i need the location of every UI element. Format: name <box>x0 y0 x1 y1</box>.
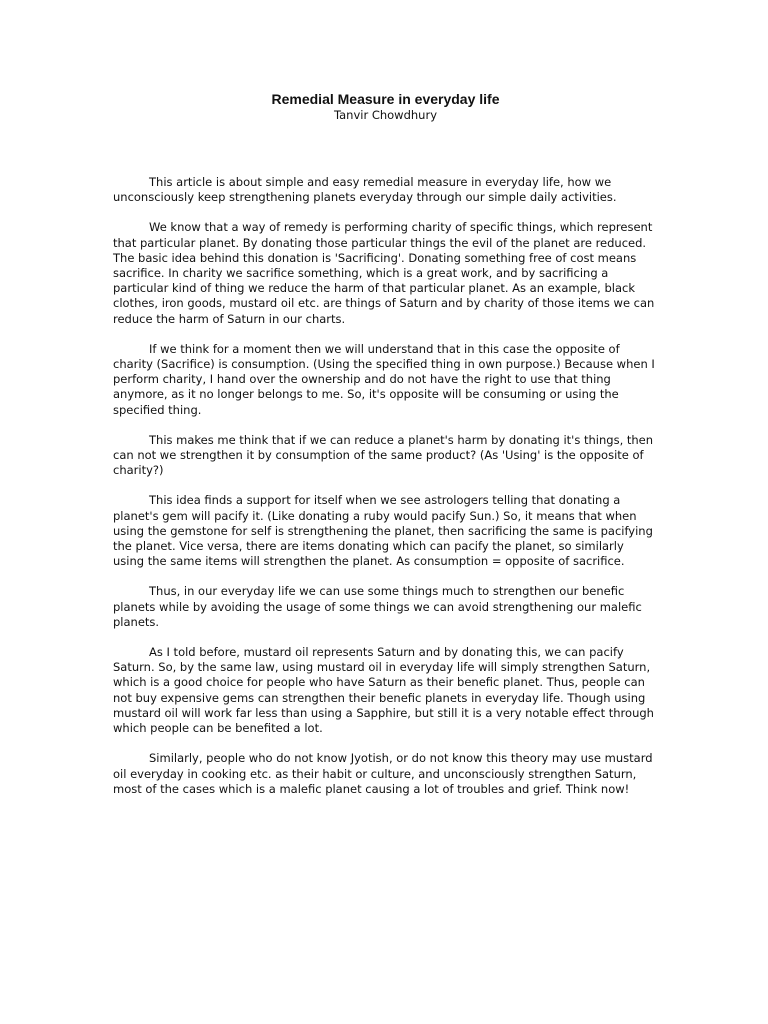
document-title: Remedial Measure in everyday life <box>271 91 500 107</box>
paragraph: Similarly, people who do not know Jyotish, or do not know this theory may use mustard oil everyday in cooking etc. as their habit or culture, and unconsciously strengthen Saturn, most of the cases which is a malefic planet causing a lot of troubles and grief. Think now! <box>113 751 653 796</box>
document-page <box>113 90 658 812</box>
paragraph: If we think for a moment then we will understand that in this case the opposite of charity (Sacrifice) is consumption. (Using the specified thing in own purpose.) Because when I perform charity, I hand over the ownership and do not have the right to use that thing anymore, as it no longer belongs to me. So, it's opposite will be consuming or using the specified thing. <box>113 341 655 417</box>
paragraph: This article is about simple and easy remedial measure in everyday life, how we unconsciously keep strengthening planets everyday through our simple daily activities. <box>113 175 617 205</box>
paragraph: Thus, in our everyday life we can use some things much to strengthen our benefic planets while by avoiding the usage of some things we can avoid strengthening our malefic planets. <box>113 584 642 629</box>
paragraph: This idea finds a support for itself when we see astrologers telling that donating a planet's gem will pacify it. (Like donating a ruby would pacify Sun.) So, it means that when using the gemstone for self is strengthening the planet, then sacrificing the same is pacifying the planet. Vice versa, there are items donating which can pacify the planet, so similarly using the same items will strengthen the planet. As consumption = opposite of sacrifice. <box>113 493 653 569</box>
paragraph: This makes me think that if we can reduce a planet's harm by donating it's things, then can not we strengthen it by consumption of the same product? (As 'Using' is the opposite of charity?) <box>113 432 654 478</box>
paragraph: We know that a way of remedy is performing charity of specific things, which represent that particular planet. By donating those particular things the evil of the planet are reduced. The basic idea behind this donation is 'Sacrificing'. Donating something free of cost means sacrifice. In charity we sacrifice something, which is a great work, and by sacrificing a particular kind of thing we reduce the harm of that particular planet. As an example, black clothes, iron goods, mustard oil etc. are things of Saturn and by charity of those items we can reduce the harm of Saturn in our charts. <box>113 220 655 326</box>
paragraph: As I told before, mustard oil represents Saturn and by donating this, we can pacify Saturn. So, by the same law, using mustard oil in everyday life will simply strengthen Saturn, which is a good choice for people who have Saturn as their benefic planet. Thus, people can not buy expensive gems can strengthen their benefic planets in everyday life. Though using mustard oil will work far less than using a Sapphire, but still it is a very notable effect through which people can be benefited a lot. <box>113 645 654 736</box>
document-author: Tanvir Chowdhury <box>333 108 437 122</box>
